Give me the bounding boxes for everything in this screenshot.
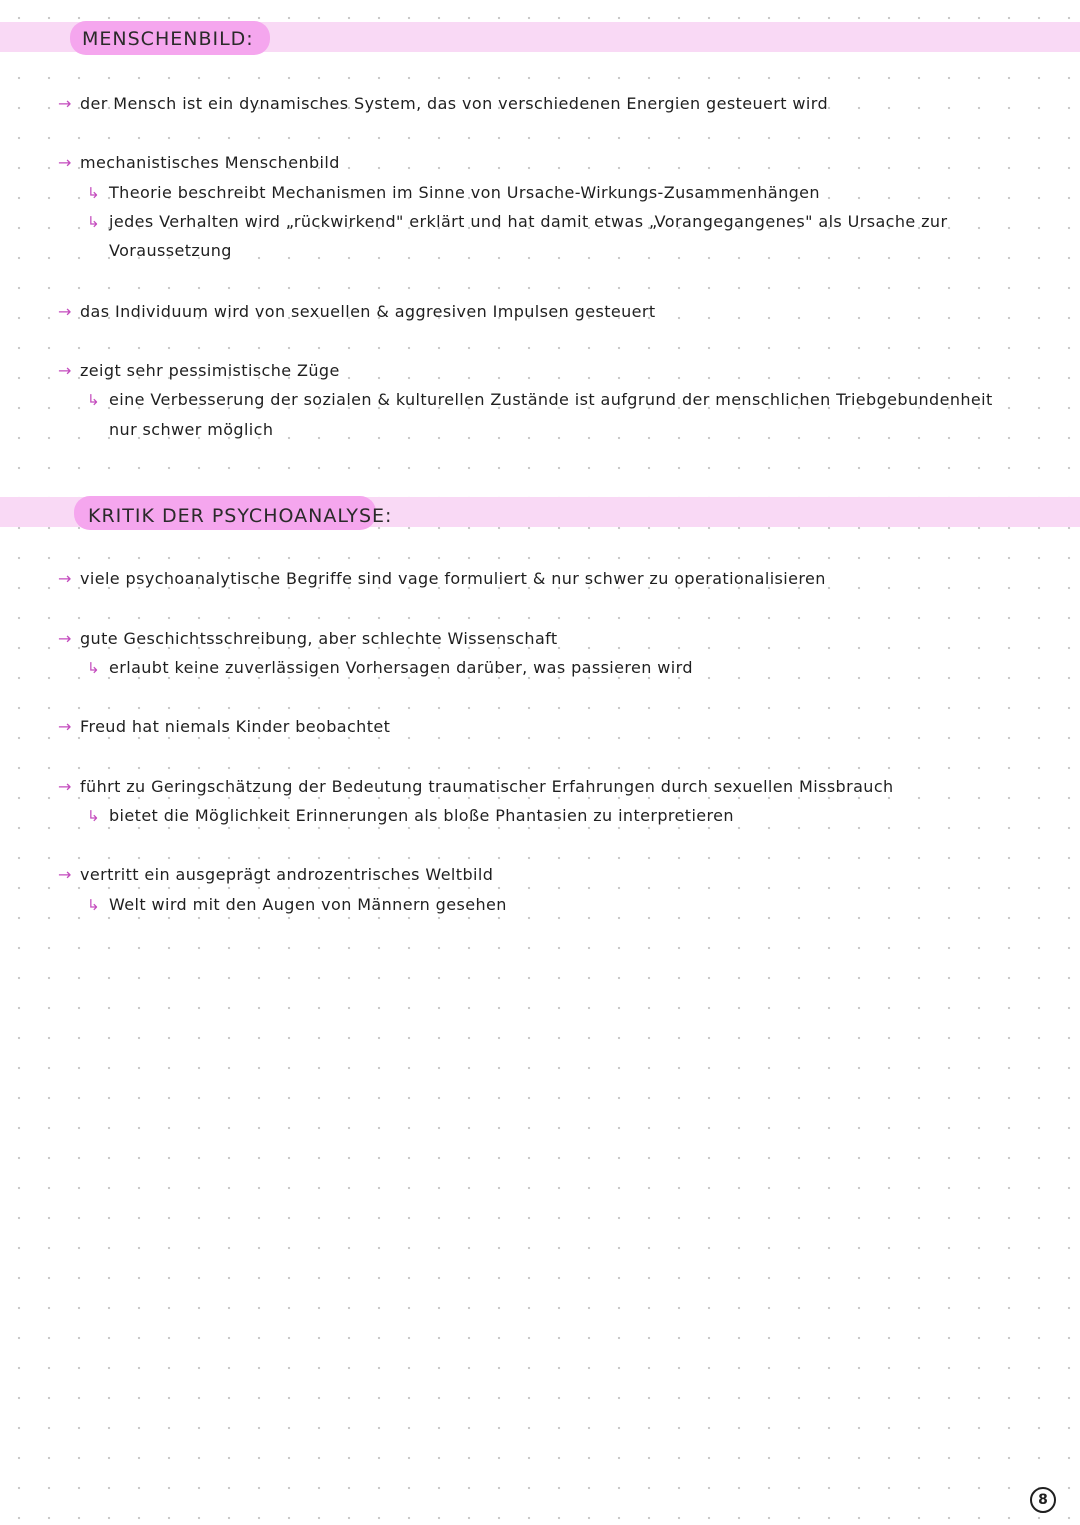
sub-list-item [87,390,993,409]
list-item [58,302,656,321]
item-text: führt zu Geringschätzung der Bedeutung traumatischer Erfahrungen durch sexuellen Missbrauch [80,777,894,796]
sub-list-item [87,658,693,677]
item-text: vertritt ein ausgeprägt androzentrisches Weltbild [80,865,494,884]
sub-list-item [87,183,820,202]
arrow-right-icon: → [58,302,72,321]
sub-list-item [87,895,507,914]
sub-list-item [87,806,734,825]
item-text: viele psychoanalytische Begriffe sind vage formuliert & nur schwer zu operationalisieren [80,569,826,588]
item-text: Welt wird mit den Augen von Männern gesehen [109,895,507,914]
list-item [58,777,894,796]
item-text: Freud hat niemals Kinder beobachtet [80,717,391,736]
item-text: eine Verbesserung der sozialen & kulturellen Zustände ist aufgrund der menschlichen Triebgebundenheit [109,390,993,409]
page-number: 8 [1030,1487,1056,1513]
arrow-right-icon: → [58,777,72,796]
item-text: zeigt sehr pessimistische Züge [80,361,340,380]
return-arrow-icon: ↳ [87,391,100,409]
arrow-right-icon: → [58,361,72,380]
item-text: das Individuum wird von sexuellen & aggresiven Impulsen gesteuert [80,302,656,321]
item-text: Theorie beschreibt Mechanismen im Sinne von Ursache-Wirkungs-Zusammenhängen [109,183,820,202]
item-text: jedes Verhalten wird „rückwirkend" erklärt und hat damit etwas „Vorangegangenes" als Ursache zur [109,212,948,231]
list-item [58,865,493,884]
return-arrow-icon: ↳ [87,184,100,202]
arrow-right-icon: → [58,629,72,648]
item-text: Voraussetzung [109,241,232,260]
item-text: erlaubt keine zuverlässigen Vorhersagen darüber, was passieren wird [109,658,693,677]
section-heading-menschenbild: MENSCHENBILD: [82,28,254,50]
list-item [58,629,558,648]
list-item [58,717,390,736]
arrow-right-icon: → [58,865,72,884]
return-arrow-icon: ↳ [87,896,100,914]
return-arrow-icon: ↳ [87,659,100,677]
list-item [58,94,828,113]
list-item [58,153,340,172]
list-item [58,569,826,588]
arrow-right-icon: → [58,94,72,113]
arrow-right-icon: → [58,153,72,172]
sub-list-item [87,212,947,231]
section-heading-kritik: KRITIK DER PSYCHOANALYSE: [88,505,393,527]
item-text: mechanistisches Menschenbild [80,153,340,172]
sub-list-item-continued [109,241,232,260]
item-text: der Mensch ist ein dynamisches System, das von verschiedenen Energien gesteuert wird [80,94,828,113]
sub-list-item-continued [109,420,273,439]
list-item [58,361,340,380]
arrow-right-icon: → [58,569,72,588]
arrow-right-icon: → [58,717,72,736]
return-arrow-icon: ↳ [87,807,100,825]
item-text: gute Geschichtsschreibung, aber schlechte Wissenschaft [80,629,558,648]
item-text: bietet die Möglichkeit Erinnerungen als bloße Phantasien zu interpretieren [109,806,734,825]
item-text: nur schwer möglich [109,420,274,439]
return-arrow-icon: ↳ [87,213,100,231]
